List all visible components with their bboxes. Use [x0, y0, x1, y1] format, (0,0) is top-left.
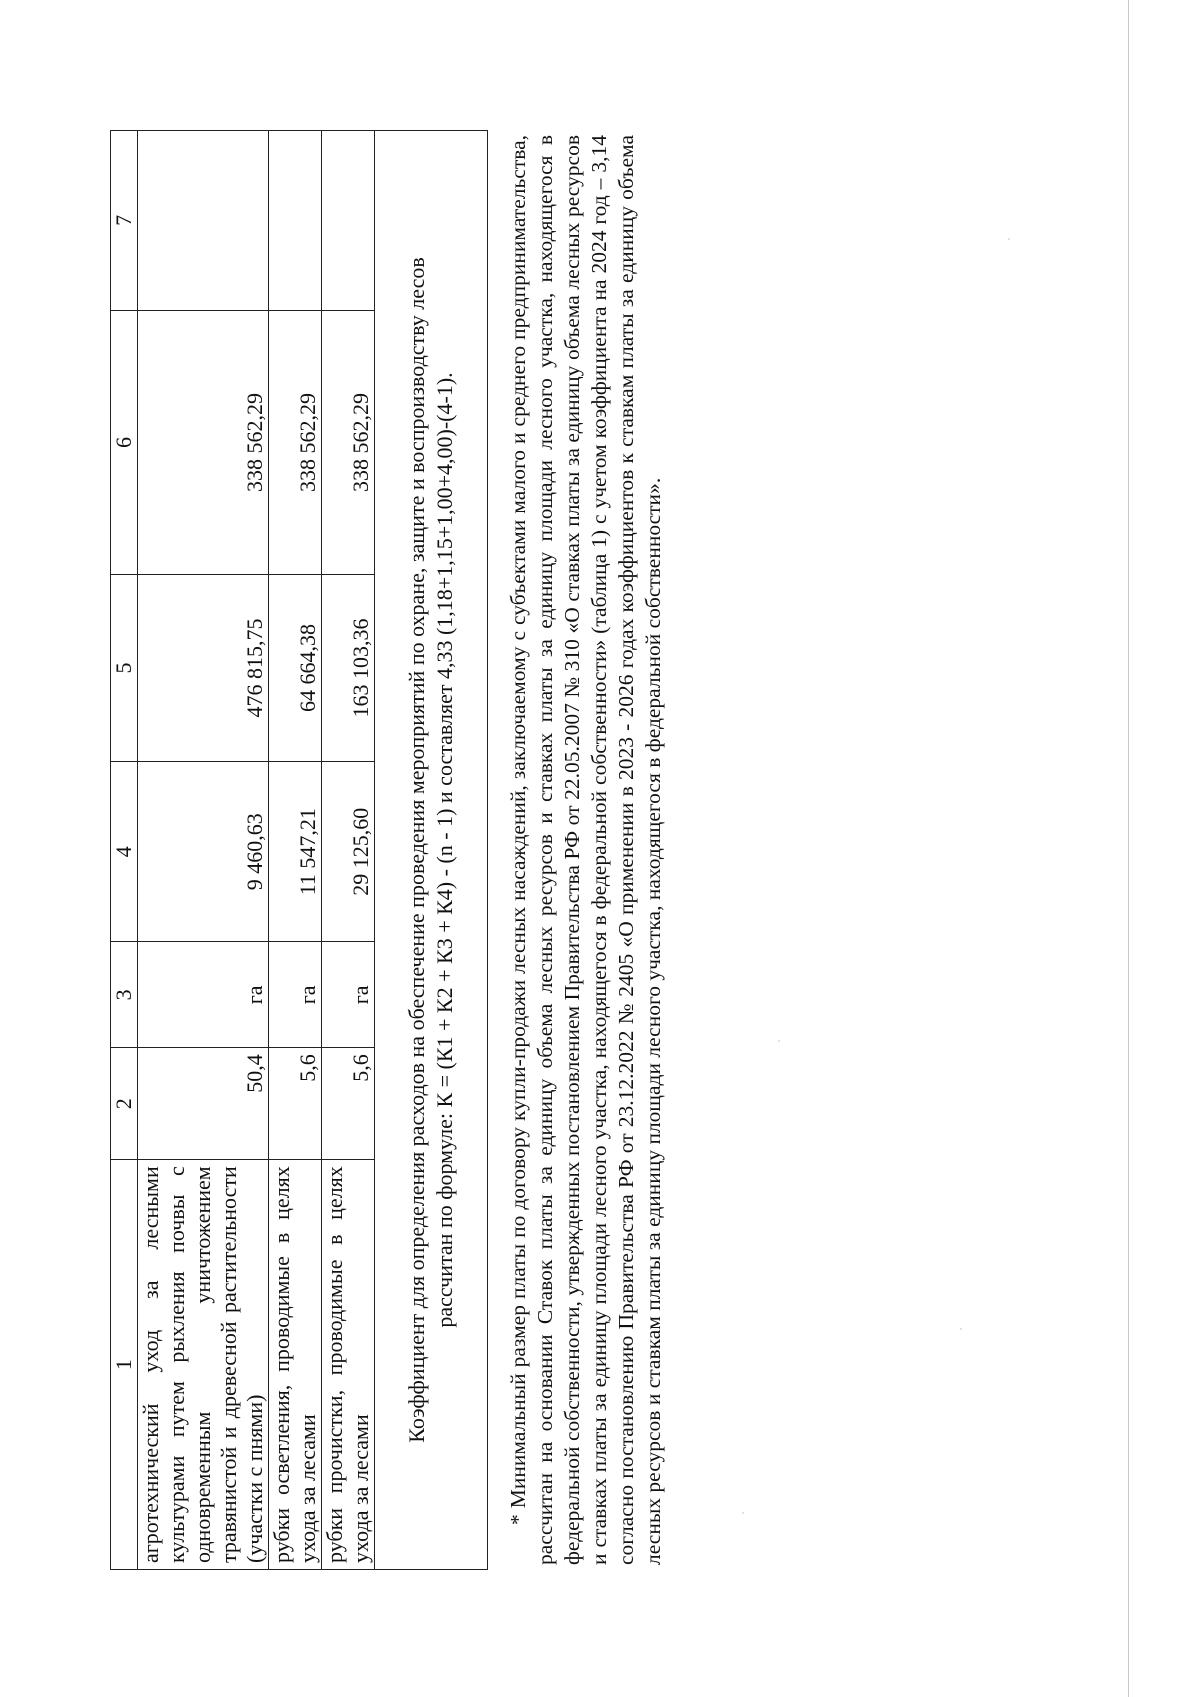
col7-cell: [269, 131, 322, 311]
header-col-3: 3: [111, 942, 138, 1048]
table-row: [138, 131, 269, 1570]
rotated-document-content: [110, 70, 1110, 1575]
col4-cell: 9 460,63: [138, 761, 269, 942]
col6-cell: 338 562,29: [322, 310, 375, 574]
area-cell: 5,6: [269, 1048, 322, 1160]
coefficient-row: [375, 131, 488, 1570]
activity-cell: агротехнический уход за лесными культурами путем рыхления почвы с одновременным уничтожением травянистой и древесной растительности (участки с пнями): [138, 1160, 269, 1570]
col6-cell: 338 562,29: [138, 310, 269, 574]
header-col-6: 6: [111, 310, 138, 574]
header-col-4: 4: [111, 761, 138, 942]
page-edge-line: [1128, 0, 1129, 1697]
col4-cell: 29 125,60: [322, 761, 375, 942]
table-row: [322, 131, 375, 1570]
col7-cell: [138, 131, 269, 311]
unit-cell: га: [138, 942, 269, 1048]
activity-cell: рубки прочистки, проводимые в целях ухода за лесами: [322, 1160, 375, 1570]
col6-cell: 338 562,29: [269, 310, 322, 574]
header-col-1: 1: [111, 1160, 138, 1570]
footnote-text: * Минимальный размер платы по договору купли-продажи лесных насаждений, заключаемому с субъектами малого и среднего предпринимательства, рассчитан на основании Ставок платы за единицу объема лесных ресурсов и ставках платы за единицу площади лесного участка, находящегося в федеральной собственности, утвержденных постановлением Правительства РФ от 22.05.2007 № 310 «О ставках платы за единицу объема лесных ресурсов и ставках платы за единицу площади лесного участка, находящегося в федеральной собственности» (таблица 1) с учетом коэффициента на 2024 год – 3,14 согласно постановлению Правительства РФ от 23.12.2022 № 2405 «О применении в 2023 - 2026 годах коэффициентов к ставкам платы за единицу объема лесных ресурсов и ставкам платы за единицу площади лесного участка, находящегося в федеральной собственности».: [506, 135, 665, 1565]
header-col-5: 5: [111, 575, 138, 762]
col5-cell: 64 664,38: [269, 575, 322, 762]
col5-cell: 476 815,75: [138, 575, 269, 762]
unit-cell: га: [322, 942, 375, 1048]
area-cell: 50,4: [138, 1048, 269, 1160]
cost-table: [110, 130, 488, 1570]
coefficient-cell: [375, 131, 488, 1570]
col7-cell: [322, 131, 375, 311]
coefficient-line-1: Коэффициент для определения расходов на обеспечение проведения мероприятий по охране, защите и воспроизводству лесов: [404, 257, 429, 1443]
table-header-row: [111, 131, 138, 1570]
header-col-7: 7: [111, 131, 138, 311]
unit-cell: га: [269, 942, 322, 1048]
col5-cell: 163 103,36: [322, 575, 375, 762]
col4-cell: 11 547,21: [269, 761, 322, 942]
area-cell: 5,6: [322, 1048, 375, 1160]
table-row: [269, 131, 322, 1570]
header-col-2: 2: [111, 1048, 138, 1160]
coefficient-line-2: рассчитан по формуле: К = (К1 + К2 + К3 + К4) - (n - 1) и составляет 4,33 (1,18+1,15+1,00+4,00)-(4-1).: [432, 372, 457, 1328]
activity-cell: рубки осветления, проводимые в целях ухода за лесами: [269, 1160, 322, 1570]
